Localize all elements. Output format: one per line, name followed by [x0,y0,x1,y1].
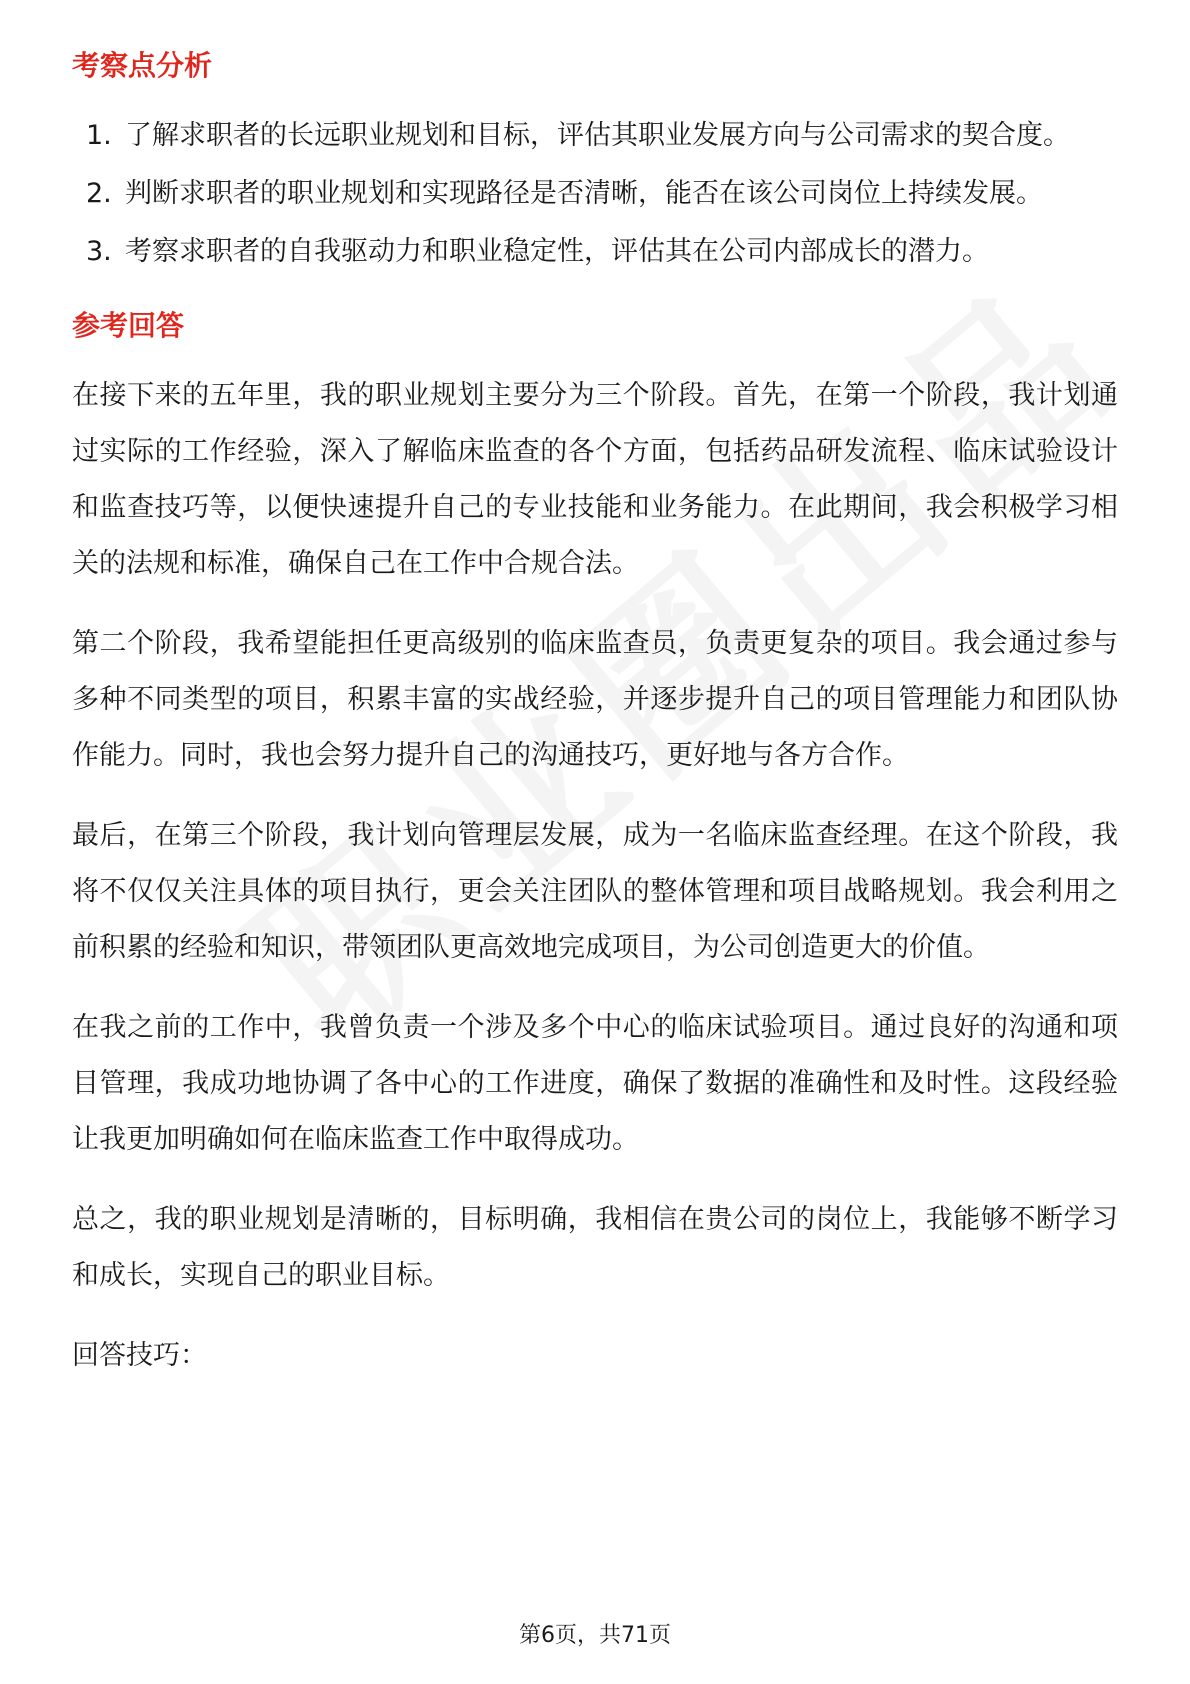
analysis-list [72,108,1118,280]
answer-paragraph: 第二个阶段，我希望能担任更高级别的临床监查员，负责更复杂的项目。我会通过参与多种不同类型的项目，积累丰富的实战经验，并逐步提升自己的项目管理能力和团队协作能力。同时，我也会努力提升自己的沟通技巧，更好地与各方合作。 [72,628,1118,771]
list-number: 1. [86,120,112,151]
page-number: 第6页，共71页 [519,1623,671,1648]
list-item-text: 了解求职者的长远职业规划和目标，评估其职业发展方向与公司需求的契合度。 [125,120,1070,151]
list-item [72,108,1118,164]
page-content [72,46,1118,1408]
answer-paragraph: 在接下来的五年里，我的职业规划主要分为三个阶段。首先，在第一个阶段，我计划通过实际的工作经验，深入了解临床监查的各个方面，包括药品研发流程、临床试验设计和监查技巧等，以便快速提升自己的专业技能和业务能力。在此期间，我会积极学习相关的法规和标准，确保自己在工作中合规合法。 [72,380,1118,579]
answer-paragraph: 总之，我的职业规划是清晰的，目标明确，我相信在贵公司的岗位上，我能够不断学习和成长，实现自己的职业目标。 [72,1204,1118,1291]
answer-paragraph: 在我之前的工作中，我曾负责一个涉及多个中心的临床试验项目。通过良好的沟通和项目管理，我成功地协调了各中心的工作进度，确保了数据的准确性和及时性。这段经验让我更加明确如何在临床监查工作中取得成功。 [72,1012,1118,1155]
analysis-heading: 考察点分析 [72,49,213,82]
list-number: 3. [86,236,112,267]
answer-paragraph: 最后，在第三个阶段，我计划向管理层发展，成为一名临床监查经理。在这个阶段，我将不仅仅关注具体的项目执行，更会关注团队的整体管理和项目战略规划。我会利用之前积累的经验和知识，带领团队更高效地完成项目，为公司创造更大的价值。 [72,820,1118,963]
tips-label: 回答技巧： [72,1340,207,1371]
answer-heading: 参考回答 [72,309,185,342]
list-item-text: 判断求职者的职业规划和实现路径是否清晰，能否在该公司岗位上持续发展。 [125,178,1043,209]
list-number: 2. [86,178,112,209]
list-item [72,224,1118,280]
list-item [72,166,1118,222]
list-item-text: 考察求职者的自我驱动力和职业稳定性，评估其在公司内部成长的潜力。 [125,236,989,267]
